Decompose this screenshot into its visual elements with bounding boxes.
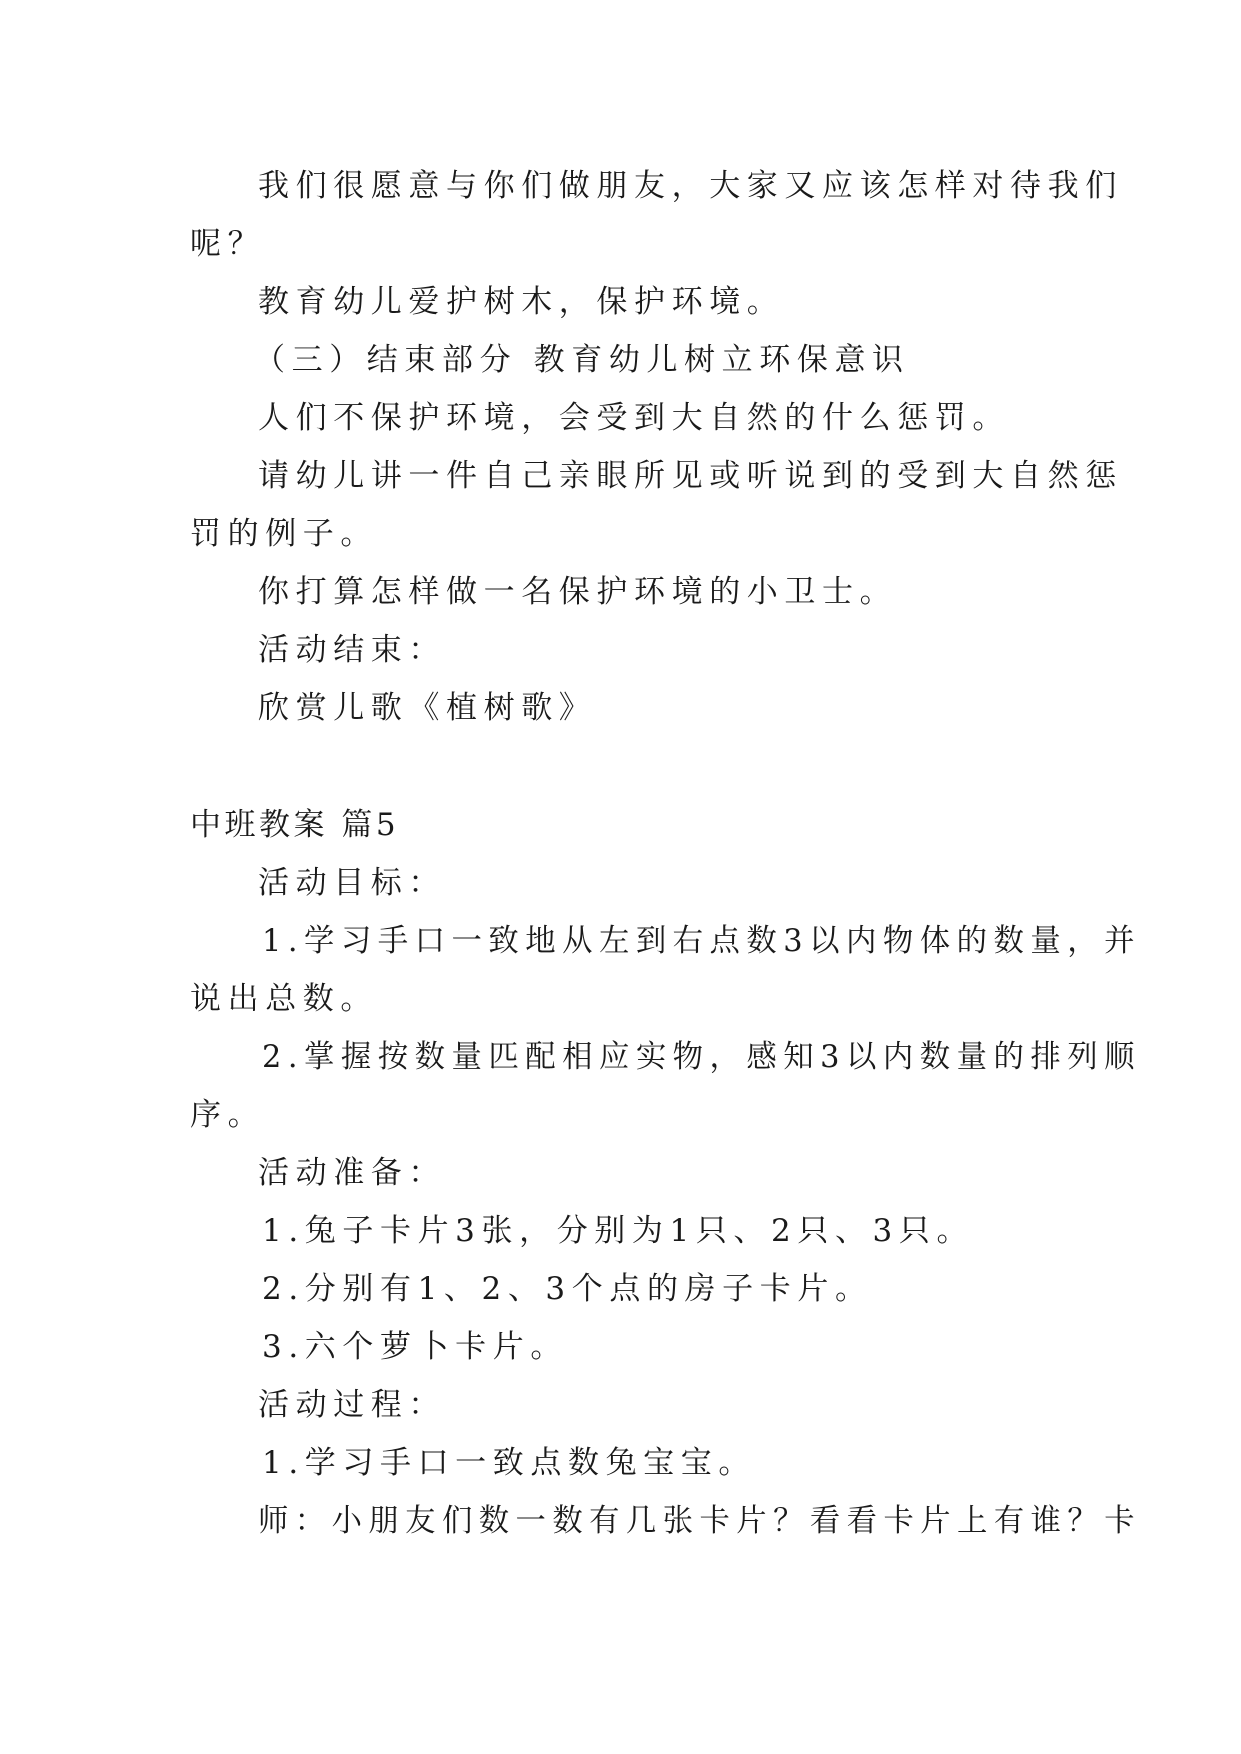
paragraph-line: 请幼儿讲一件自己亲眼所见或听说到的受到大自然惩 (258, 458, 1123, 494)
paragraph-line: 人们不保护环境，会受到大自然的什么惩罚。 (258, 400, 1010, 436)
paragraph-line: 1.学习手口一致点数兔宝宝。 (262, 1445, 756, 1481)
paragraph-line: 呢？ (190, 226, 266, 262)
paragraph-line: 1.兔子卡片3张，分别为1只、2只、3只。 (262, 1213, 975, 1249)
paragraph-line: 活动目标： (258, 865, 446, 901)
section-heading: 中班教案 篇5 (190, 807, 400, 843)
paragraph-line: 3.六个萝卜卡片。 (262, 1329, 568, 1365)
paragraph-line: 教育幼儿爱护树木，保护环境。 (258, 284, 785, 320)
paragraph-line: 2.分别有1、2、3个点的房子卡片。 (262, 1271, 873, 1307)
paragraph-line: 序。 (190, 1097, 266, 1133)
paragraph-line: 说出总数。 (190, 981, 378, 1017)
paragraph-line: 2.掌握按数量匹配相应实物，感知3以内数量的排列顺 (262, 1039, 1141, 1075)
paragraph-line: 1.学习手口一致地从左到右点数3以内物体的数量，并 (262, 923, 1141, 959)
paragraph-line: 活动准备： (258, 1155, 446, 1191)
paragraph-line: 罚的例子。 (190, 516, 378, 552)
paragraph-line: 我们很愿意与你们做朋友，大家又应该怎样对待我们 (258, 168, 1123, 204)
paragraph-line: 活动结束： (258, 632, 446, 668)
paragraph-line: 师：小朋友们数一数有几张卡片？看看卡片上有谁？卡 (258, 1503, 1141, 1539)
paragraph-line: （三）结束部分 教育幼儿树立环保意识 (254, 342, 910, 378)
paragraph-line: 你打算怎样做一名保护环境的小卫士。 (258, 574, 898, 610)
paragraph-line: 活动过程： (258, 1387, 446, 1423)
paragraph-line: 欣赏儿歌《植树歌》 (258, 690, 597, 726)
